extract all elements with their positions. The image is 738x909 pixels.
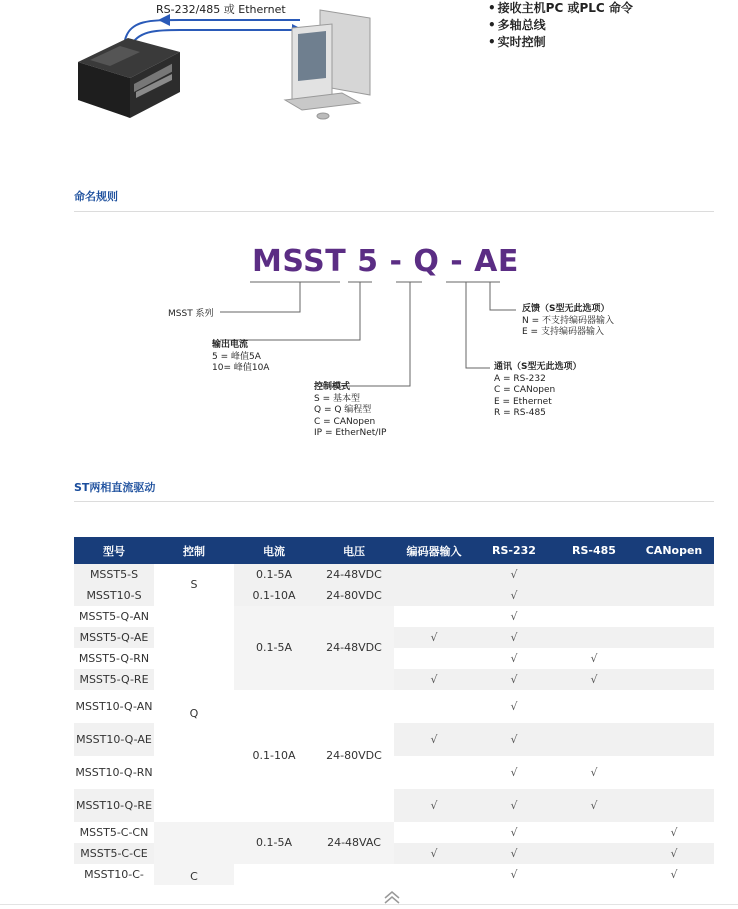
table-row	[74, 564, 714, 585]
rs485-cell	[554, 843, 634, 864]
rs232-cell: √	[474, 789, 554, 822]
encoder-cell	[394, 864, 474, 885]
model-cell: MSST10-Q-AE	[74, 723, 154, 756]
model-cell: MSST10-Q-RN	[74, 756, 154, 789]
desktop-computer-icon	[285, 10, 370, 119]
canopen-cell	[634, 756, 714, 789]
encoder-cell	[394, 585, 474, 606]
divider	[74, 211, 714, 212]
encoder-cell: √	[394, 789, 474, 822]
col-header: CANopen	[634, 537, 714, 564]
canopen-cell	[634, 648, 714, 669]
model-cell: MSST5-Q-RE	[74, 669, 154, 690]
bullet-icon: •	[488, 1, 496, 15]
current-cell: 0.1-5A	[234, 606, 314, 690]
feature-item: • 多轴总线	[488, 18, 546, 32]
arrow-left-icon	[158, 14, 170, 26]
voltage-cell: 24-80VDC	[314, 690, 394, 822]
encoder-cell	[394, 690, 474, 723]
rs485-cell: √	[554, 756, 634, 789]
voltage-cell	[314, 864, 394, 885]
rs485-cell	[554, 822, 634, 843]
col-header: RS-232	[474, 537, 554, 564]
encoder-cell: √	[394, 843, 474, 864]
canopen-cell	[634, 690, 714, 723]
canopen-cell	[634, 669, 714, 690]
rs485-cell: √	[554, 669, 634, 690]
model-cell: MSST10-Q-RE	[74, 789, 154, 822]
rs485-cell	[554, 627, 634, 648]
model-code: MSST 5 - Q - AE	[252, 244, 519, 279]
model-cell: MSST5-C-CN	[74, 822, 154, 843]
feature-list	[488, 0, 633, 51]
current-legend: 输出电流 5 = 峰值5A 10= 峰值10A	[212, 340, 270, 373]
canopen-cell: √	[634, 864, 714, 885]
model-cell: MSST5-S	[74, 564, 154, 585]
rs485-cell	[554, 864, 634, 885]
current-cell: 0.1-10A	[234, 585, 314, 606]
rs485-cell	[554, 564, 634, 585]
col-header: 电流	[234, 537, 314, 564]
col-header: 电压	[314, 537, 394, 564]
rs232-cell: √	[474, 756, 554, 789]
current-cell: 0.1-10A	[234, 690, 314, 822]
canopen-cell	[634, 564, 714, 585]
rs232-cell: √	[474, 723, 554, 756]
bottom-divider	[0, 904, 738, 905]
link-line-bottom	[132, 30, 300, 44]
model-cell: MSST10-S	[74, 585, 154, 606]
col-header: 型号	[74, 537, 154, 564]
canopen-cell: √	[634, 822, 714, 843]
rs232-cell: √	[474, 843, 554, 864]
rs485-cell	[554, 723, 634, 756]
bullet-icon: •	[488, 18, 496, 32]
feature-item: • 实时控制	[488, 35, 546, 49]
current-cell	[234, 864, 314, 885]
control-cell: Q	[154, 606, 234, 822]
rs232-cell: √	[474, 822, 554, 843]
rs485-cell: √	[554, 648, 634, 669]
model-cell: MSST5-Q-RN	[74, 648, 154, 669]
rs232-cell: √	[474, 690, 554, 723]
canopen-cell	[634, 606, 714, 627]
encoder-cell: √	[394, 723, 474, 756]
rs232-cell: √	[474, 585, 554, 606]
canopen-cell: √	[634, 843, 714, 864]
series-label: MSST 系列	[168, 309, 214, 319]
encoder-cell	[394, 564, 474, 585]
table-row	[74, 606, 714, 627]
encoder-cell	[394, 648, 474, 669]
rs485-cell	[554, 690, 634, 723]
rs485-cell: √	[554, 789, 634, 822]
table-header-row	[74, 537, 714, 564]
table-section-title: ST两相直流驱动	[74, 481, 156, 494]
rs485-cell	[554, 606, 634, 627]
rs232-cell: √	[474, 606, 554, 627]
col-header: 控制	[154, 537, 234, 564]
canopen-cell	[634, 627, 714, 648]
naming-diagram	[160, 240, 640, 450]
link-label: RS-232/485 或 Ethernet	[156, 3, 286, 16]
voltage-cell: 24-48VDC	[314, 606, 394, 690]
canopen-cell	[634, 585, 714, 606]
rs232-cell: √	[474, 864, 554, 885]
feature-item: • 接收主机PC 或PLC 命令	[488, 1, 633, 15]
bullet-icon: •	[488, 35, 496, 49]
spec-table	[74, 537, 714, 885]
voltage-cell: 24-48VDC	[314, 564, 394, 585]
feedback-legend: 反馈（S型无此选项） N = 不支持编码器输入 E = 支持编码器输入	[522, 304, 614, 337]
current-cell: 0.1-5A	[234, 822, 314, 864]
comm-legend: 通讯（S型无此选项） A = RS-232 C = CANopen E = Ethernet R = RS-485	[494, 362, 582, 418]
model-cell: MSST10-Q-AN	[74, 690, 154, 723]
model-cell: MSST5-Q-AE	[74, 627, 154, 648]
double-chevron-up-icon[interactable]	[382, 889, 402, 905]
rs232-cell: √	[474, 564, 554, 585]
rs232-cell: √	[474, 648, 554, 669]
drive-unit-icon	[78, 38, 180, 118]
model-cell: MSST10-C-	[74, 864, 154, 885]
current-cell: 0.1-5A	[234, 564, 314, 585]
model-cell: MSST5-Q-AN	[74, 606, 154, 627]
rs485-cell	[554, 585, 634, 606]
control-cell: S	[154, 564, 234, 606]
table-row	[74, 822, 714, 843]
scroll-to-top-icon[interactable]	[382, 889, 402, 905]
divider	[74, 501, 714, 502]
rs232-cell: √	[474, 627, 554, 648]
rs232-cell: √	[474, 669, 554, 690]
col-header: RS-485	[554, 537, 634, 564]
encoder-cell	[394, 756, 474, 789]
voltage-cell: 24-80VDC	[314, 585, 394, 606]
model-cell: MSST5-C-CE	[74, 843, 154, 864]
diagram-graphic	[70, 0, 400, 125]
control-legend: 控制模式 S = 基本型 Q = Q 编程型 C = CANopen IP = EtherNet/IP	[314, 382, 387, 438]
col-header: 编码器输入	[394, 537, 474, 564]
encoder-cell: √	[394, 627, 474, 648]
voltage-cell: 24-48VAC	[314, 822, 394, 864]
canopen-cell	[634, 789, 714, 822]
encoder-cell	[394, 606, 474, 627]
encoder-cell: √	[394, 669, 474, 690]
naming-section-title: 命名规则	[74, 190, 118, 203]
canopen-cell	[634, 723, 714, 756]
control-cell: C	[154, 822, 234, 885]
encoder-cell	[394, 822, 474, 843]
connection-diagram	[70, 0, 400, 125]
